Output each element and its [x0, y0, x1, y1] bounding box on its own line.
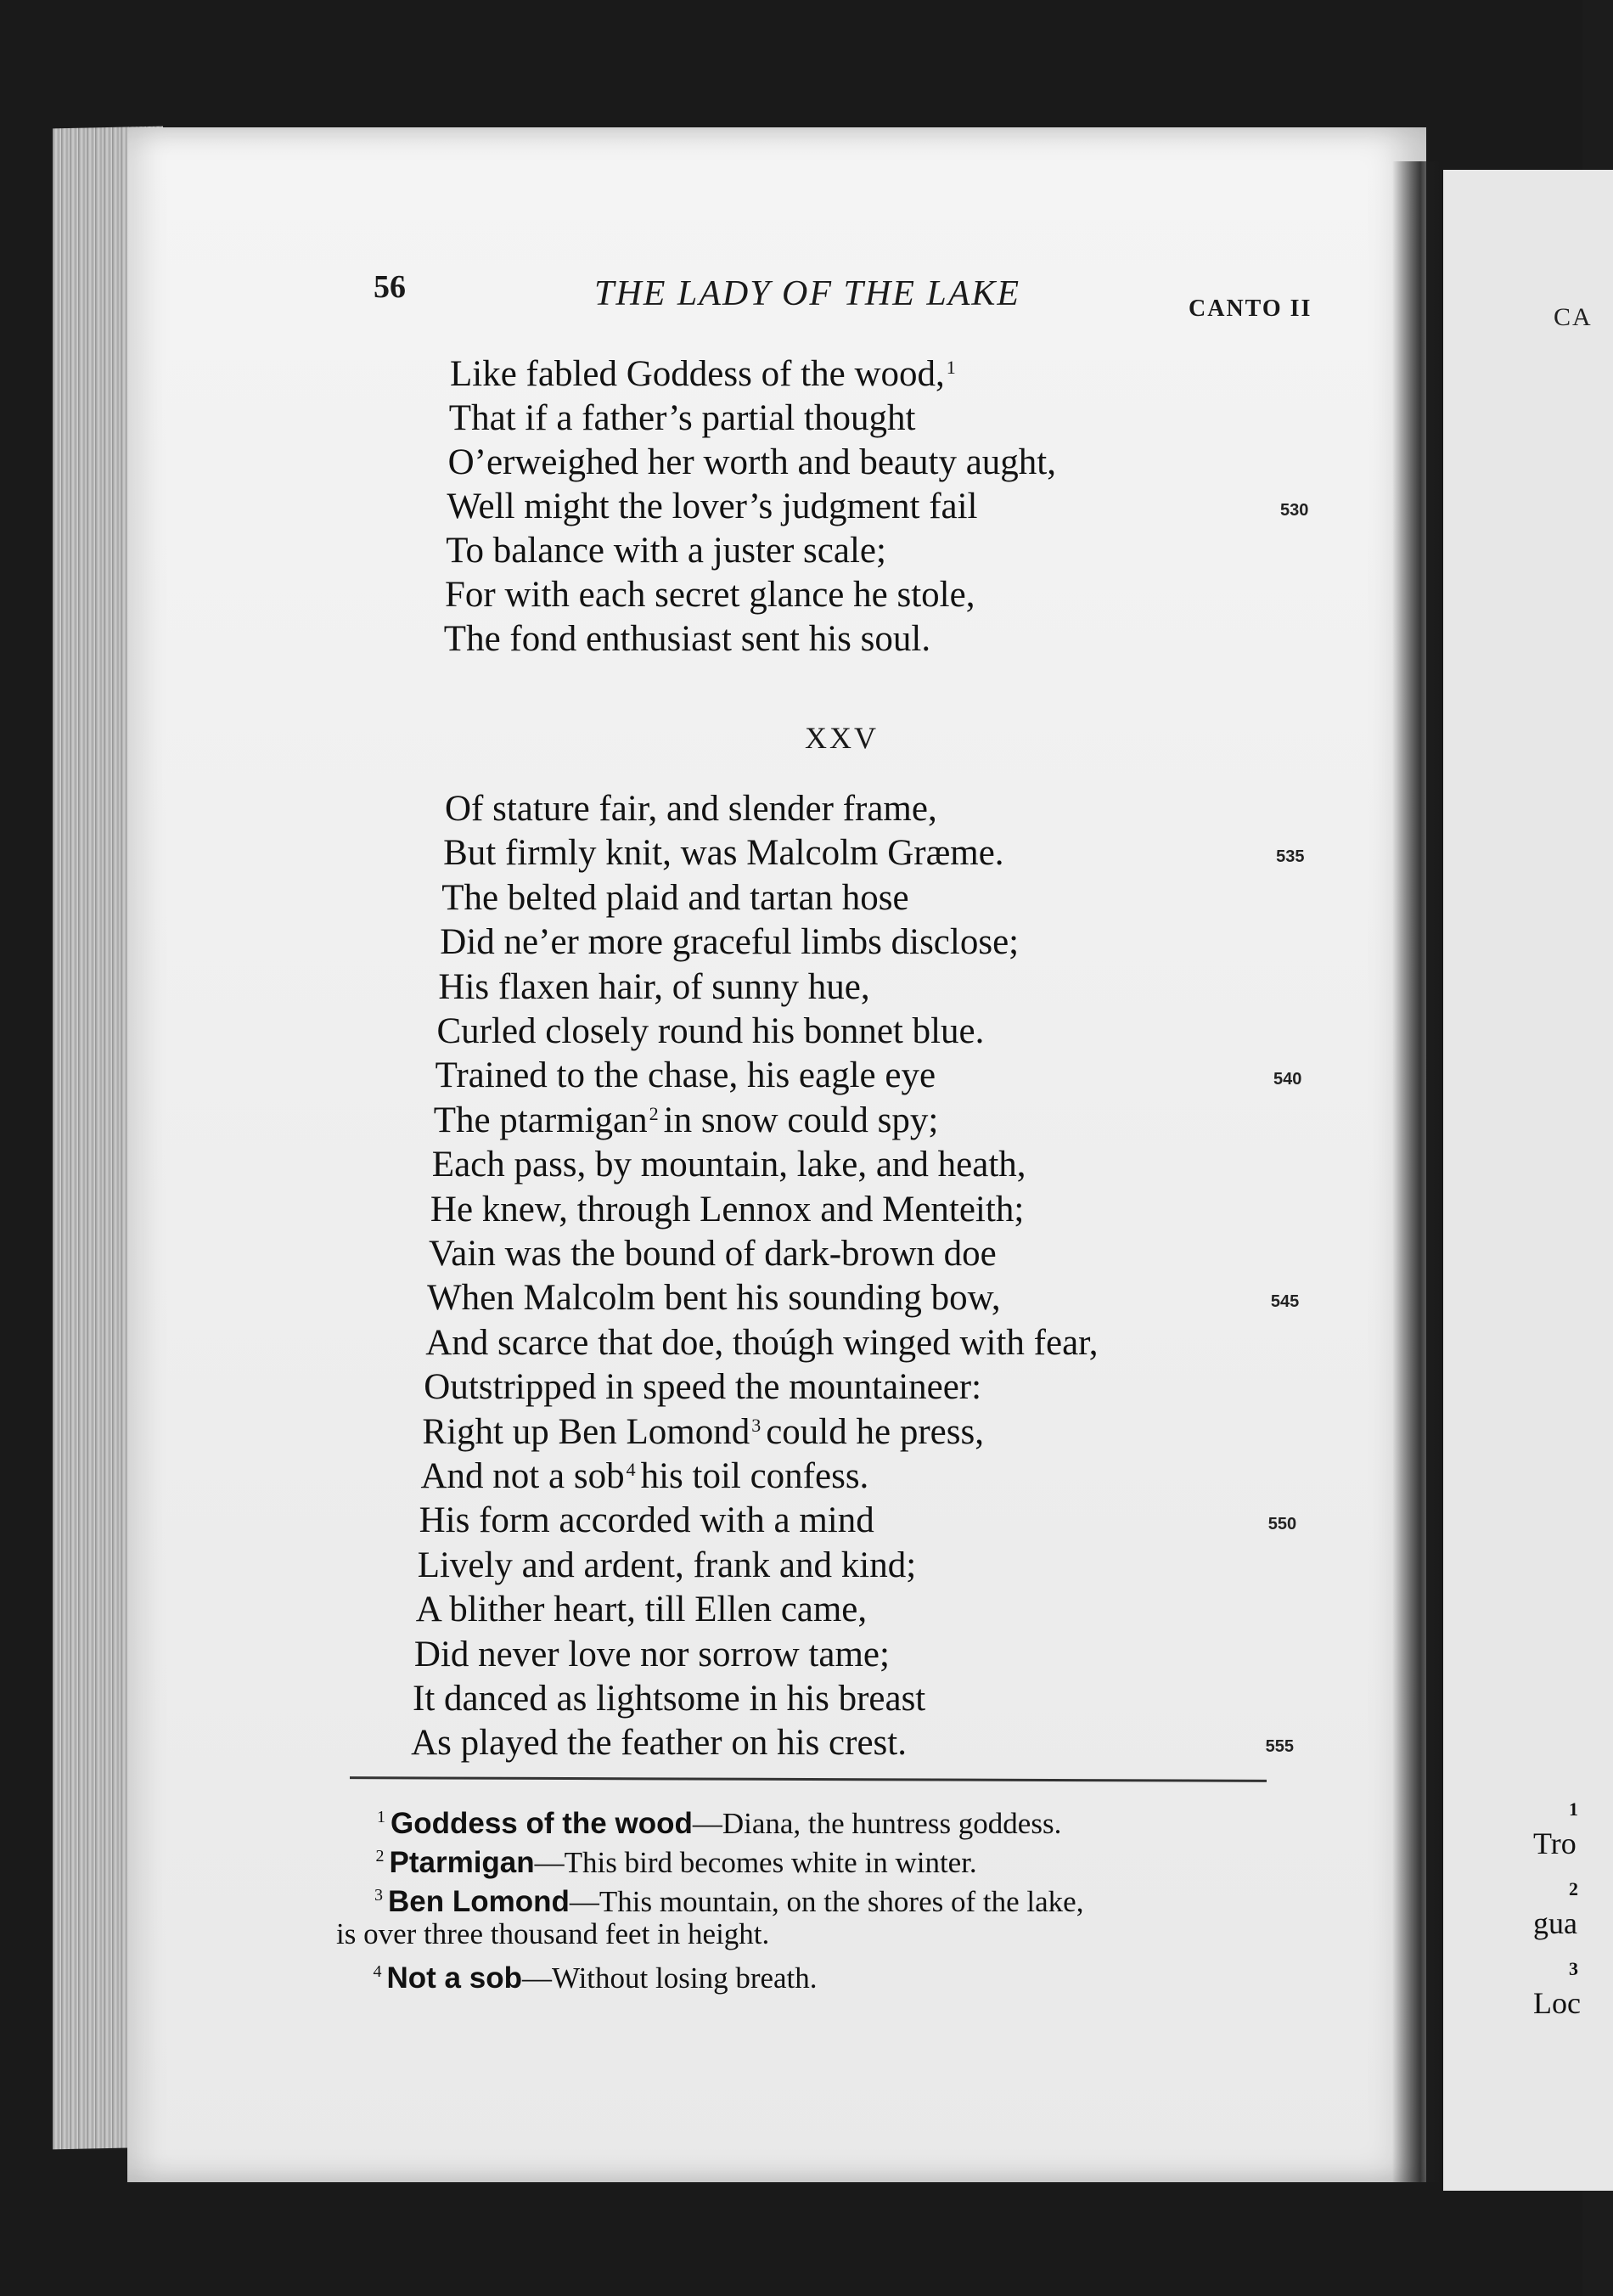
footnote-continuation: is over three thousand feet in height. — [336, 1917, 770, 1950]
footnote-term: Not a sob — [386, 1961, 522, 1995]
footnote — [377, 1807, 1061, 1841]
poem-line-text: O’erweighed her worth and beauty aught, — [447, 442, 1057, 482]
poem-line-text: Trained to the chase, his eagle eye — [435, 1055, 936, 1096]
poem-line-text: Each pass, by mountain, lake, and heath, — [431, 1145, 1026, 1185]
poem-line-text: His flaxen hair, of sunny hue, — [438, 966, 870, 1007]
footnote-text: —This mountain, on the shores of the lake, — [569, 1885, 1084, 1918]
footnote-reference: 1 — [946, 357, 956, 378]
poem-line — [450, 353, 961, 401]
poem-line-text: When Malcolm bent his sounding bow, — [427, 1278, 1001, 1319]
footnote-term: Goddess of the wood — [391, 1807, 693, 1840]
running-title: THE LADY OF THE LAKE — [594, 274, 1021, 313]
poem-line — [447, 486, 977, 528]
stanza-numeral: XXV — [805, 721, 879, 755]
poem-line — [443, 832, 1003, 875]
poem-line-text: his toil confess. — [640, 1456, 869, 1496]
footnote-term: Ben Lomond — [388, 1885, 570, 1918]
footnote — [374, 1885, 1083, 1919]
poem-line-text: Of stature fair, and slender frame, — [445, 789, 937, 829]
page-number: 56 — [374, 269, 406, 305]
facing-page-header: CA — [1554, 303, 1593, 331]
poem-line — [436, 1055, 936, 1097]
poem-line-text: The belted plaid and tartan hose — [441, 877, 909, 918]
poem-line-text: could he press, — [766, 1411, 984, 1452]
footnote-mark: 1 — [377, 1808, 385, 1827]
poem-line-text: It danced as lightsome in his breast — [413, 1679, 926, 1719]
poem-line-text: But firmly knit, was Malcolm Græme. — [443, 833, 1004, 874]
poem-line-text: And scarce that doe, thoúgh winged with fear, — [425, 1322, 1099, 1363]
footnote-mark: 2 — [375, 1847, 385, 1866]
poem-line — [449, 397, 916, 440]
footnote-reference: 2 — [649, 1102, 659, 1124]
footnote — [374, 1961, 818, 1995]
poem-line — [448, 442, 1056, 484]
facing-footnote-mark: 3 — [1569, 1958, 1578, 1979]
poem-line — [418, 1545, 916, 1587]
line-number: 540 — [1273, 1070, 1302, 1089]
poem-line — [419, 1500, 874, 1542]
poem-line — [424, 1366, 981, 1409]
poem-line-text: His form accorded with a mind — [419, 1500, 874, 1541]
poem-line — [413, 1678, 925, 1720]
poem-line — [434, 1100, 939, 1147]
poem-line-text: A blither heart, till Ellen came, — [415, 1590, 868, 1630]
poem-line-text: The fond enthusiast sent his soul. — [443, 619, 931, 659]
poem-line — [437, 1010, 985, 1053]
footnote — [376, 1846, 977, 1880]
poem-line — [427, 1277, 1001, 1320]
footnote-term: Ptarmigan — [389, 1846, 535, 1879]
footnote-text: —This bird becomes white in winter. — [534, 1846, 977, 1879]
facing-footnote-fragment: Loc — [1533, 1986, 1581, 2020]
poem-line — [430, 1189, 1024, 1231]
poem-line — [440, 921, 1019, 964]
footnote-reference: 4 — [626, 1459, 636, 1480]
line-number: 545 — [1270, 1292, 1300, 1312]
facing-footnote-mark: 2 — [1569, 1878, 1578, 1899]
poem-line-text: in snow could spy; — [663, 1100, 939, 1140]
poem-line-text: Did ne’er more graceful limbs disclose; — [440, 922, 1020, 963]
poem-line-text: Like fabled Goddess of the wood, — [450, 354, 945, 394]
line-number: 535 — [1276, 847, 1305, 867]
facing-footnote-fragment: Tro — [1533, 1826, 1576, 1860]
canto-label: CANTO II — [1189, 295, 1312, 322]
poem-line — [445, 788, 937, 830]
poem-line-text: And not a sob — [420, 1456, 625, 1496]
poem-line — [444, 618, 930, 661]
poem-line-text: Well might the lover’s judgment fail — [447, 487, 978, 526]
poem-line-text: That if a father’s partial thought — [448, 398, 916, 438]
poem-line — [414, 1634, 890, 1676]
poem-line — [441, 877, 908, 920]
poem-line-text: Vain was the bound of dark-brown doe — [429, 1234, 997, 1274]
poem-line — [416, 1589, 867, 1631]
line-number: 550 — [1267, 1515, 1297, 1534]
poem-line — [445, 574, 975, 616]
footnote-reference: 3 — [751, 1414, 762, 1436]
facing-footnote-mark: 1 — [1569, 1798, 1578, 1820]
poem-line — [411, 1722, 907, 1764]
poem-line-text: Did never love nor sorrow tame; — [413, 1634, 890, 1674]
poem-line — [446, 530, 886, 572]
footnote-text: —Diana, the huntress goddess. — [692, 1807, 1062, 1840]
poem-line-text: For with each secret glance he stole, — [445, 575, 975, 615]
poem-line-text: Outstripped in speed the mountaineer: — [424, 1367, 982, 1408]
poem-line — [425, 1322, 1098, 1365]
poem-line — [429, 1233, 997, 1275]
poem-line-text: The ptarmigan — [433, 1100, 648, 1140]
line-number: 530 — [1280, 501, 1309, 520]
poem-line-text: Right up Ben Lomond — [422, 1411, 750, 1452]
poem-line-text: To balance with a juster scale; — [446, 531, 886, 571]
poem-line-text: Curled closely round his bonnet blue. — [436, 1011, 985, 1051]
footnote-mark: 4 — [373, 1962, 382, 1982]
poem-line — [438, 966, 869, 1009]
poem-line-text: He knew, through Lennox and Menteith; — [430, 1189, 1025, 1230]
poem-line-text: As played the feather on his crest. — [411, 1723, 907, 1764]
poem-line-text: Lively and ardent, frank and kind; — [417, 1545, 917, 1585]
line-number: 555 — [1265, 1737, 1294, 1757]
poem-line — [432, 1144, 1026, 1186]
footnote-text: —Without losing breath. — [521, 1961, 818, 1995]
facing-footnote-fragment: gua — [1533, 1906, 1577, 1940]
poem-line — [421, 1455, 869, 1503]
footnote-mark: 3 — [374, 1886, 383, 1905]
poem-line — [422, 1411, 984, 1459]
